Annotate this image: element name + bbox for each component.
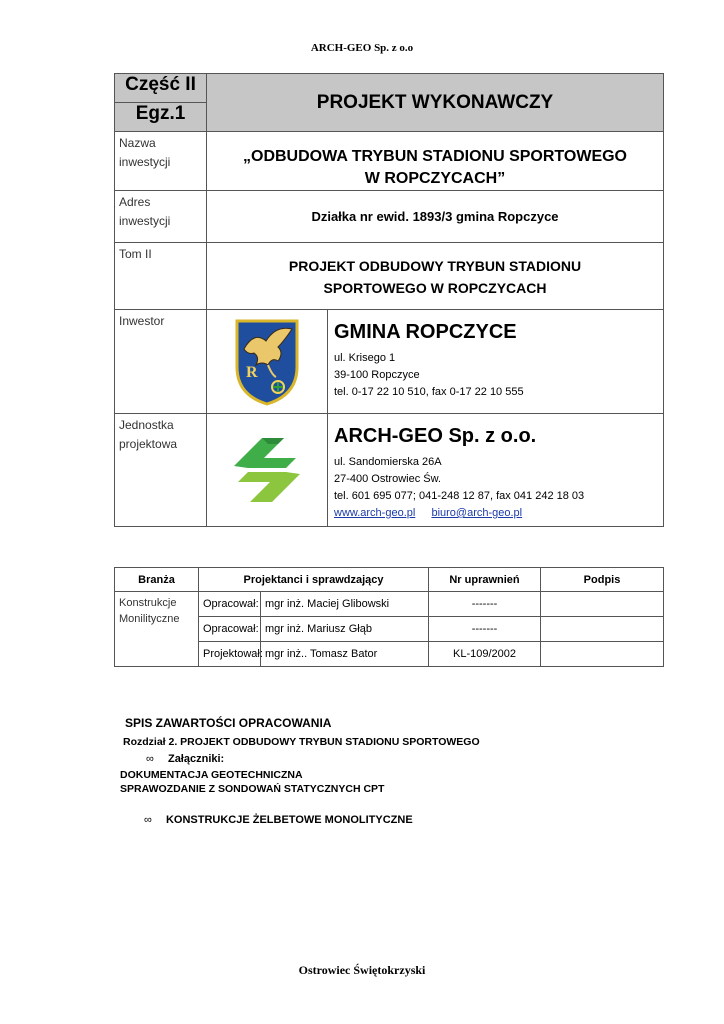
designer-label: Jednostka projektowa — [115, 414, 207, 527]
role-cell: Opracował: — [199, 617, 261, 642]
license-cell: ------- — [429, 617, 541, 642]
volume-title — [207, 243, 664, 310]
investment-name-line2: W ROPCZYCACH” — [364, 170, 506, 187]
copy-label: Egz.1 — [115, 103, 207, 132]
investor-cell — [207, 310, 664, 414]
designer-city: 27-400 Ostrowiec Św. — [334, 473, 441, 485]
attachment-cpt: SPRAWOZDANIE Z SONDOWAŃ STATYCZNYCH CPT — [120, 783, 385, 795]
header-signature: Podpis — [541, 568, 664, 592]
signatures-table — [114, 567, 664, 667]
signature-cell — [541, 617, 664, 642]
header-discipline: Branża — [115, 568, 199, 592]
green-arrows-logo-icon — [226, 430, 308, 510]
role-cell: Projektował: — [199, 642, 261, 667]
investor-logo — [207, 310, 328, 413]
volume-title-line2: SPORTOWEGO W ROPCZYCACH — [323, 280, 547, 296]
contents-heading: SPIS ZAWARTOŚCI OPRACOWANIA — [125, 716, 332, 730]
contents-chapter: Rozdział 2. PROJEKT ODBUDOWY TRYBUN STADIONU SPORTOWEGO — [123, 736, 480, 748]
title-block-table — [114, 73, 664, 527]
attachment-geotech: DOKUMENTACJA GEOTECHNICZNA — [120, 769, 303, 781]
document-title: PROJEKT WYKONAWCZY — [207, 74, 664, 132]
investment-name-label: Nazwa inwestycji — [115, 132, 207, 191]
investor-street: ul. Krisego 1 — [334, 352, 396, 364]
page-footer: Ostrowiec Świętokrzyski — [298, 963, 426, 977]
investor-name: GMINA ROPCZYCE — [334, 321, 517, 343]
person-cell: mgr inż. Maciej Glibowski — [261, 592, 429, 617]
license-cell: ------- — [429, 592, 541, 617]
eagle-coat-of-arms-icon — [232, 317, 302, 407]
page-header: ARCH-GEO Sp. z o.o — [310, 42, 414, 54]
person-cell: mgr inż. Mariusz Głąb — [261, 617, 429, 642]
designer-phone: tel. 601 695 077; 041-248 12 87, fax 041 242 18 03 — [334, 490, 585, 502]
license-cell: KL-109/2002 — [429, 642, 541, 667]
investor-city: 39-100 Ropczyce — [334, 369, 420, 381]
signature-cell — [541, 642, 664, 667]
investment-address-label: Adres inwestycji — [115, 191, 207, 243]
email-link[interactable]: biuro@arch-geo.pl — [431, 507, 523, 519]
designer-logo — [207, 414, 328, 526]
website-link[interactable]: www.arch-geo.pl — [334, 507, 416, 519]
table-row — [115, 592, 664, 617]
bullet-icon: ∞ — [144, 814, 152, 826]
designer-street: ul. Sandomierska 26A — [334, 456, 442, 468]
header-license: Nr uprawnień — [429, 568, 541, 592]
investor-label: Inwestor — [115, 310, 207, 414]
investor-phone: tel. 0-17 22 10 510, fax 0-17 22 10 555 — [334, 386, 524, 398]
designer-name: ARCH-GEO Sp. z o.o. — [334, 425, 537, 447]
contents-item: KONSTRUKCJE ŻELBETOWE MONOLITYCZNE — [165, 814, 413, 826]
volume-title-line1: PROJEKT ODBUDOWY TRYBUN STADIONU — [288, 258, 582, 274]
contents-item-row — [144, 814, 413, 826]
part-label: Część II — [115, 74, 207, 103]
investment-name-line1: „ODBUDOWA TRYBUN STADIONU SPORTOWEGO — [243, 148, 627, 165]
role-cell: Opracował: — [199, 592, 261, 617]
investment-address: Działka nr ewid. 1893/3 gmina Ropczyce — [207, 191, 664, 243]
person-cell: mgr inż.. Tomasz Bator — [261, 642, 429, 667]
attachments-label: Załączniki: — [167, 753, 225, 765]
header-designers: Projektanci i sprawdzający — [199, 568, 429, 592]
investment-name — [207, 132, 664, 191]
bullet-icon: ∞ — [146, 753, 154, 765]
designer-cell — [207, 414, 664, 527]
attachments-row — [146, 753, 224, 765]
svg-text:R: R — [246, 363, 258, 381]
volume-label: Tom II — [115, 243, 207, 310]
signature-cell — [541, 592, 664, 617]
discipline-cell: Konstrukcje Monilityczne — [115, 592, 199, 667]
